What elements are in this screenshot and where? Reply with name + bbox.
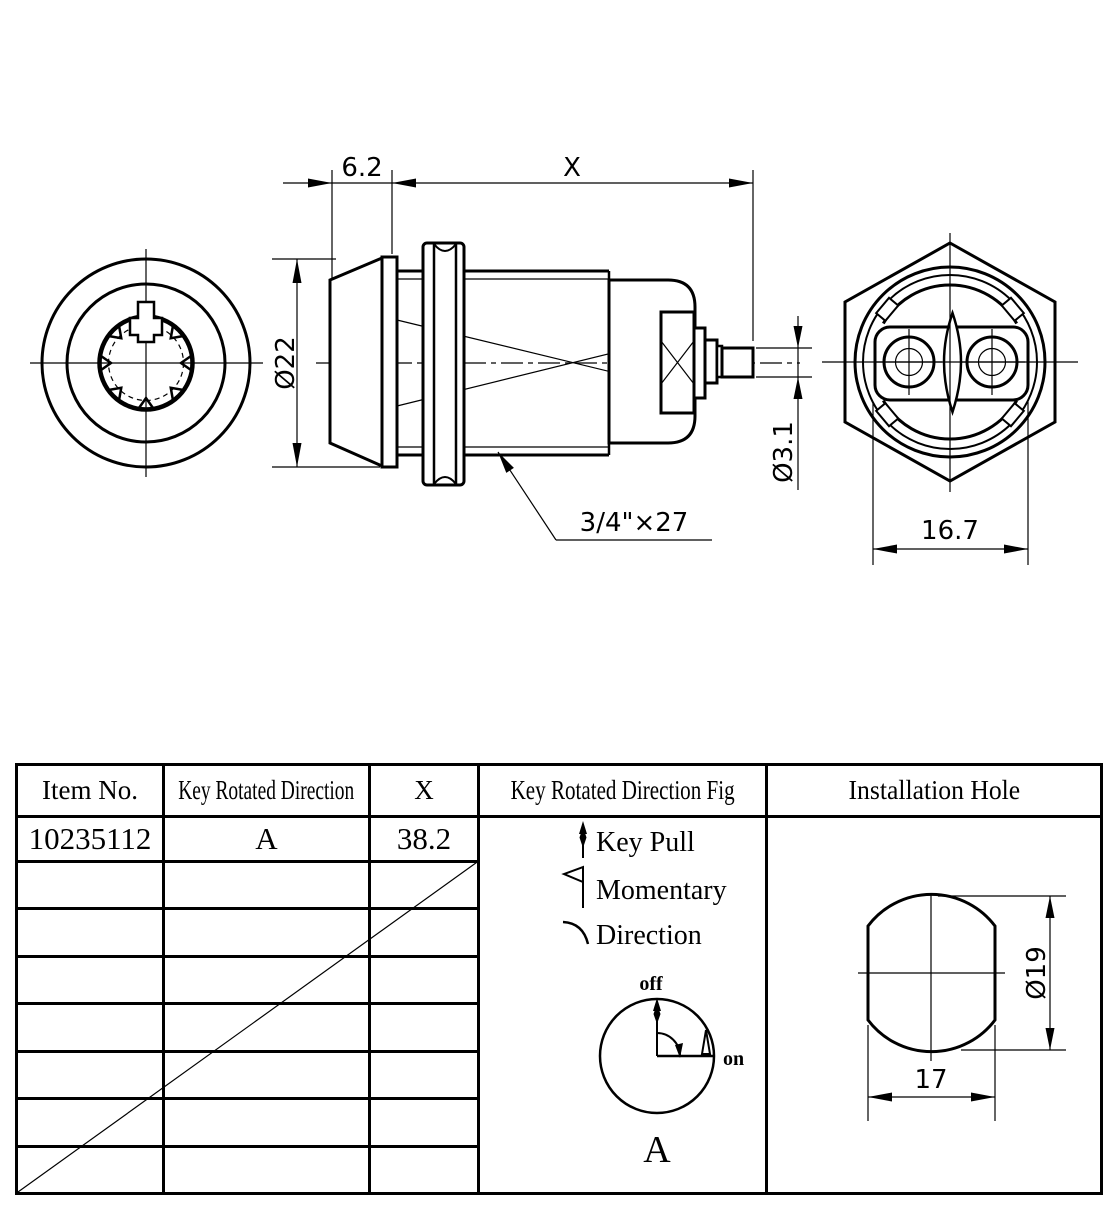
terminal-pin	[722, 348, 753, 377]
dim-length-label: X	[563, 153, 581, 183]
dim-terminal-spacing-label: 16.7	[921, 516, 979, 546]
header-key-rotated-direction-fig	[480, 766, 765, 815]
header-installation-hole-label: Installation Hole	[848, 775, 1020, 805]
thread-spec-label: 3/4"×27	[579, 508, 689, 538]
direction-arc-icon	[563, 922, 588, 944]
x-value: 38.2	[396, 821, 452, 856]
dim-head-diameter-label: Ø22	[271, 336, 301, 390]
header-item-no-label: Item No.	[42, 775, 138, 805]
dim-hole-width-label: 17	[914, 1065, 948, 1095]
thread-callout	[498, 452, 712, 540]
direction-label: Direction	[596, 920, 702, 951]
installation-hole-cell	[768, 818, 1100, 1192]
keyway-slot	[130, 302, 162, 342]
dim-pin-diameter	[756, 316, 812, 490]
front-view	[30, 249, 263, 477]
header-x-label: X	[414, 775, 434, 805]
rotation-dial	[600, 973, 744, 1113]
empty-rows-diagonal	[18, 766, 480, 1192]
side-view	[316, 243, 800, 485]
header-key-rotated-direction-label: Key Rotated Direction	[178, 775, 355, 805]
rear-view	[822, 233, 1078, 492]
dial-off-label: off	[639, 973, 663, 995]
bezel-head	[330, 258, 382, 466]
figure-a-label: A	[643, 1129, 671, 1171]
key-rotated-direction-fig-cell	[480, 818, 765, 1192]
momentary-label: Momentary	[596, 875, 727, 906]
key-rotated-direction-value: A	[255, 821, 278, 856]
installation-hole-shape	[858, 893, 1005, 1061]
hex-nut	[423, 243, 464, 485]
dim-pin-diameter-label: Ø3.1	[769, 421, 799, 483]
header-installation-hole	[768, 766, 1100, 815]
item-no-value: 10235112	[28, 821, 152, 856]
dim-bezel-depth-label: 6.2	[341, 153, 383, 183]
momentary-flag-icon	[564, 867, 583, 908]
key-pull-label: Key Pull	[596, 827, 695, 858]
dim-hole-diameter-label: Ø19	[1022, 946, 1052, 1000]
dial-on-label: on	[723, 1048, 745, 1070]
header-key-rotated-direction-fig-label: Key Rotated Direction Fig	[510, 775, 735, 805]
key-pull-arrow-icon	[579, 821, 587, 858]
spec-table	[15, 763, 1103, 1195]
